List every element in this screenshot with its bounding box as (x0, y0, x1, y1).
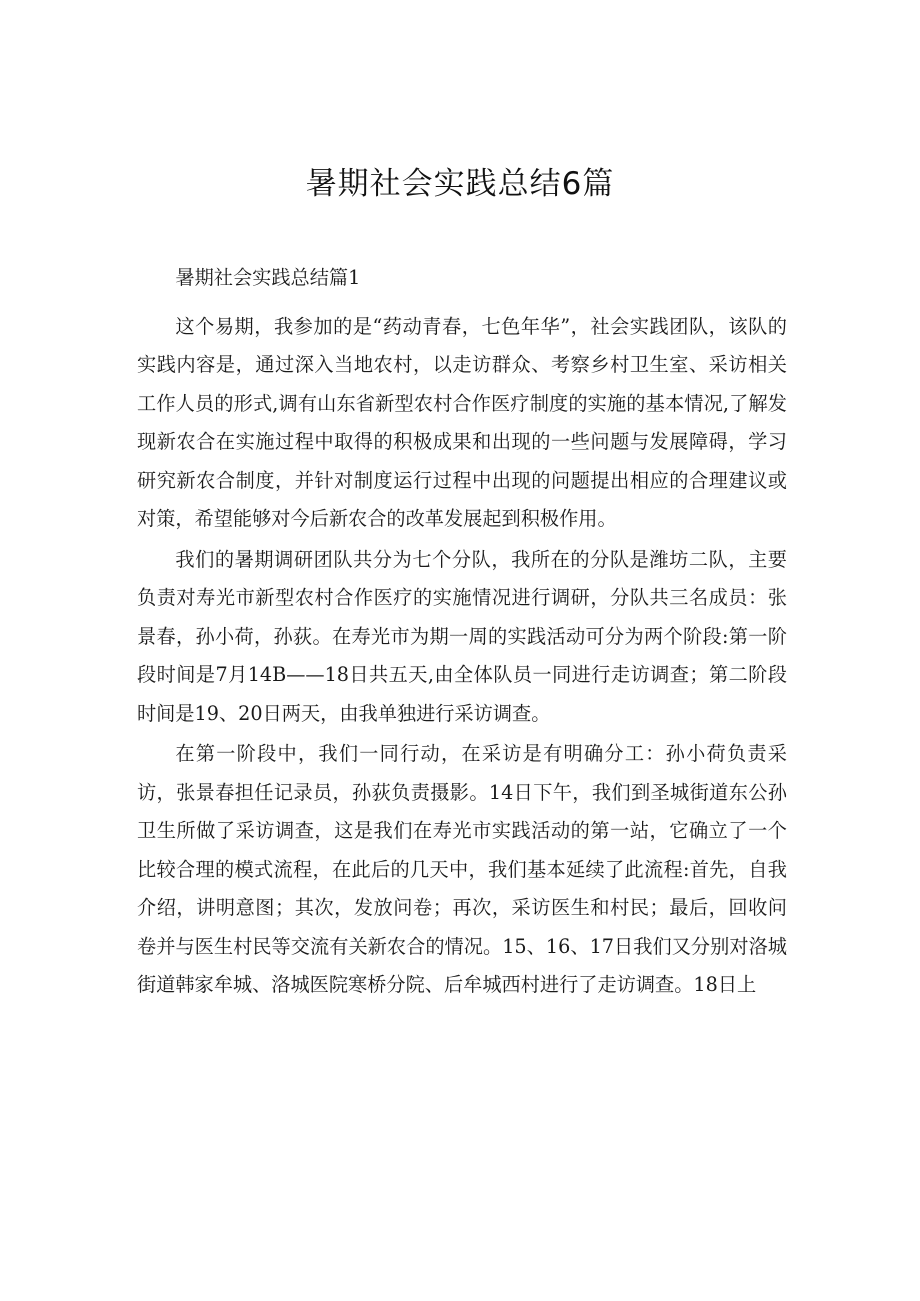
paragraph-3: 在第一阶段中，我们一同行动，在采访是有明确分工：孙小荷负责采访，张景春担任记录员，孙荻负责摄影。14日下午，我们到圣城街道东公孙卫生所做了采访调查，这是我们在寿光市实践活动的第一站，它确立了一个比较合理的模式流程，在此后的几天中，我们基本延续了此流程:首先，自我介绍，讲明意图；其次，发放问卷；再次，采访医生和村民；最后，回收问卷并与医生村民等交流有关新农合的情况。15、16、17日我们又分别对洛城街道韩家牟城、洛城医院寒桥分院、后牟城西村进行了走访调查。18日上 (137, 742, 787, 996)
section-heading: 暑期社会实践总结篇1 (175, 266, 361, 289)
document-body (137, 259, 787, 1007)
paragraph-1: 这个易期，我参加的是“药动青春，七色年华”，社会实践团队，该队的实践内容是，通过深入当地农村，以走访群众、考察乡村卫生室、采访相关工作人员的形式,调有山东省新型农村合作医疗制度的实施的基本情况,了解发现新农合在实施过程中取得的积极成果和出现的一些问题与发展障碍，学习研究新农合制度，并针对制度运行过程中出现的问题提出相应的合理建议或对策，希望能够对今后新农合的改革发展起到积极作用。 (137, 314, 787, 530)
paragraph-2: 我们的暑期调研团队共分为七个分队，我所在的分队是潍坊二队，主要负责对寿光市新型农村合作医疗的实施情况进行调研，分队共三名成员：张景春，孙小荷，孙荻。在寿光市为期一周的实践活动可分为两个阶段:第一阶段时间是7月14B——18日共五天,由全体队员一同进行走访调查；第二阶段时间是19、20日两天，由我单独进行采访调查。 (137, 547, 787, 725)
document-title: 暑期社会实践总结6篇 (305, 166, 615, 202)
